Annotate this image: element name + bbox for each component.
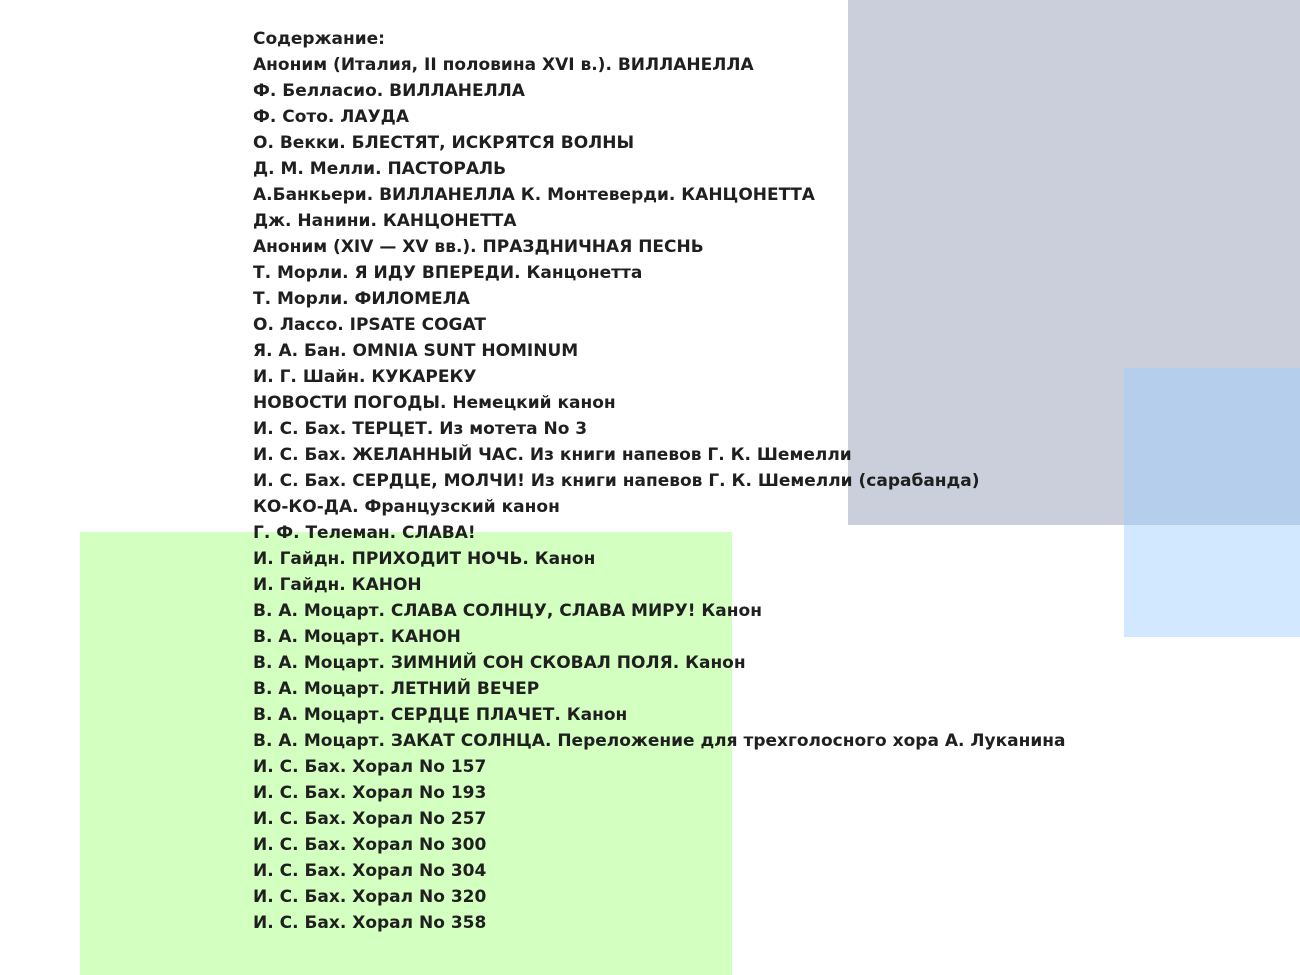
contents-item: И. С. Бах. Хорал No 257 — [253, 809, 487, 829]
contents-item: Ф. Белласио. ВИЛЛАНЕЛЛА — [253, 81, 525, 101]
contents-item: А.Банкьери. ВИЛЛАНЕЛЛА К. Монтеверди. КАНЦОНЕТТА — [253, 185, 815, 205]
contents-item: О. Лассо. IPSATE COGAT — [253, 315, 486, 335]
contents-item: В. А. Моцарт. СЛАВА СОЛНЦУ, СЛАВА МИРУ! Канон — [253, 601, 762, 621]
contents-item: И. С. Бах. ТЕРЦЕТ. Из мотета No 3 — [253, 419, 588, 439]
contents-item: И. С. Бах. Хорал No 320 — [253, 887, 487, 907]
contents-item: КО-КО-ДА. Французский канон — [253, 497, 560, 517]
contents-item: Т. Морли. Я ИДУ ВПЕРЕДИ. Канцонетта — [253, 263, 643, 283]
contents-item: И. С. Бах. Хорал No 193 — [253, 783, 487, 803]
contents-item: И. С. Бах. Хорал No 157 — [253, 757, 487, 777]
contents-item: И. С. Бах. СЕРДЦЕ, МОЛЧИ! Из книги напевов Г. К. Шемелли (сарабанда) — [253, 471, 980, 491]
contents-item: В. А. Моцарт. ЗИМНИЙ СОН СКОВАЛ ПОЛЯ. Канон — [253, 653, 746, 673]
contents-item: В. А. Моцарт. ЛЕТНИЙ ВЕЧЕР — [253, 679, 540, 699]
contents-item: О. Векки. БЛЕСТЯТ, ИСКРЯТСЯ ВОЛНЫ — [253, 133, 635, 153]
contents-item: И. Гайдн. КАНОН — [253, 575, 422, 595]
contents-item: Г. Ф. Телеман. СЛАВА! — [253, 523, 476, 543]
contents-item: Аноним (Италия, II половина XVI в.). ВИЛЛАНЕЛЛА — [253, 55, 754, 75]
contents-item: И. С. Бах. Хорал No 358 — [253, 913, 487, 933]
contents-item: Дж. Нанини. КАНЦОНЕТТА — [253, 211, 517, 231]
contents-item: Ф. Сото. ЛАУДА — [253, 107, 409, 127]
contents-item: Я. А. Бан. OMNIA SUNT HOMINUM — [253, 341, 579, 361]
contents-item: Т. Морли. ФИЛОМЕЛА — [253, 289, 470, 309]
contents-heading: Содержание: — [253, 29, 385, 49]
contents-item: В. А. Моцарт. ЗАКАТ СОЛНЦА. Переложение для трехголосного хора А. Луканина — [253, 731, 1066, 751]
contents-item: И. С. Бах. Хорал No 300 — [253, 835, 487, 855]
contents-list — [253, 26, 1065, 936]
contents-item: Аноним (XIV — XV вв.). ПРАЗДНИЧНАЯ ПЕСНЬ — [253, 237, 704, 257]
blue-background-block — [1124, 368, 1300, 637]
contents-item: Д. М. Мелли. ПАСТОРАЛЬ — [253, 159, 507, 179]
contents-item: НОВОСТИ ПОГОДЫ. Немецкий канон — [253, 393, 616, 413]
contents-item: И. Г. Шайн. КУКАРЕКУ — [253, 367, 477, 387]
contents-item: В. А. Моцарт. СЕРДЦЕ ПЛАЧЕТ. Канон — [253, 705, 628, 725]
contents-item: И. С. Бах. ЖЕЛАННЫЙ ЧАС. Из книги напевов Г. К. Шемелли — [253, 445, 852, 465]
contents-item: И. Гайдн. ПРИХОДИТ НОЧЬ. Канон — [253, 549, 596, 569]
contents-item: И. С. Бах. Хорал No 304 — [253, 861, 487, 881]
contents-item: В. А. Моцарт. КАНОН — [253, 627, 461, 647]
